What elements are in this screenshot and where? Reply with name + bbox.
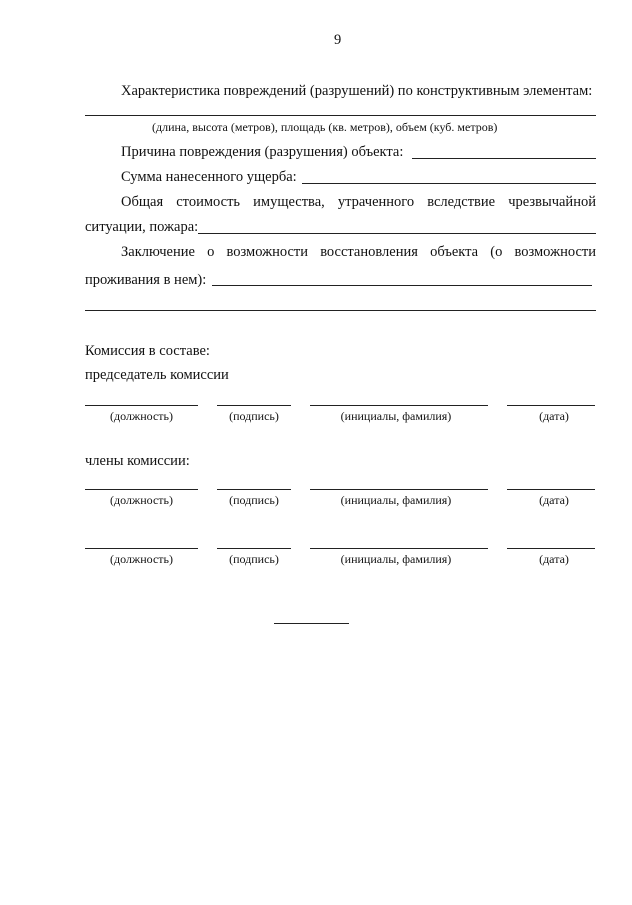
total-cost-word: стоимость	[176, 194, 241, 210]
chairman-date-line[interactable]	[507, 405, 595, 406]
caption-signature: (подпись)	[229, 552, 279, 566]
member1-date-line[interactable]	[507, 489, 595, 490]
conclusion-word: объекта	[430, 244, 479, 260]
conclusion-word: (о	[490, 244, 503, 260]
conclusion-line-2: проживания в нем):	[85, 272, 207, 288]
damage-characteristics-line[interactable]	[85, 115, 596, 116]
total-cost-word: чрезвычайной	[508, 194, 596, 210]
conclusion-word: Заключение	[121, 244, 195, 260]
conclusion-word: возможности	[226, 244, 309, 260]
chairman-position-line[interactable]	[85, 405, 198, 406]
caption-date: (дата)	[539, 493, 569, 507]
member2-date-line[interactable]	[507, 548, 595, 549]
damage-characteristics-label: Характеристика повреждений (разрушений) по конструктивным элементам:	[121, 83, 593, 99]
end-separator	[274, 623, 349, 624]
member2-name-line[interactable]	[310, 548, 488, 549]
member1-name-line[interactable]	[310, 489, 488, 490]
chairman-signature-line[interactable]	[217, 405, 291, 406]
cause-label: Причина повреждения (разрушения) объекта:	[121, 144, 404, 160]
caption-name: (инициалы, фамилия)	[340, 493, 452, 507]
member1-position-line[interactable]	[85, 489, 198, 490]
total-cost-word: имущества,	[253, 194, 325, 210]
chairman-name-line[interactable]	[310, 405, 488, 406]
member2-signature-line[interactable]	[217, 548, 291, 549]
conclusion-extra-line[interactable]	[85, 310, 596, 311]
caption-position: (должность)	[110, 493, 173, 507]
conclusion-word: восстановления	[320, 244, 418, 260]
caption-position: (должность)	[110, 409, 173, 423]
total-cost-word: утраченного	[337, 194, 415, 210]
total-cost-fill-line[interactable]	[198, 233, 596, 234]
damage-sum-label: Сумма нанесенного ущерба:	[121, 169, 297, 185]
conclusion-line-1	[121, 243, 596, 261]
chairman-label: председатель комиссии	[85, 367, 229, 383]
damage-sum-line[interactable]	[302, 183, 596, 184]
total-cost-word: Общая	[121, 194, 164, 210]
caption-position: (должность)	[110, 552, 173, 566]
caption-name: (инициалы, фамилия)	[340, 409, 452, 423]
caption-signature: (подпись)	[229, 493, 279, 507]
page-number: 9	[334, 32, 342, 48]
total-cost-word: вследствие	[427, 194, 496, 210]
conclusion-word: возможности	[514, 244, 596, 260]
conclusion-word: о	[207, 244, 215, 260]
caption-date: (дата)	[539, 552, 569, 566]
dimensions-hint: (длина, высота (метров), площадь (кв. метров), объем (куб. метров)	[152, 120, 498, 134]
total-cost-line-1	[121, 193, 596, 211]
commission-label: Комиссия в составе:	[85, 343, 210, 359]
caption-date: (дата)	[539, 409, 569, 423]
members-label: члены комиссии:	[85, 453, 190, 469]
conclusion-fill-line[interactable]	[212, 285, 592, 286]
total-cost-line-2: ситуации, пожара:	[85, 219, 199, 235]
cause-line[interactable]	[412, 158, 596, 159]
caption-name: (инициалы, фамилия)	[340, 552, 452, 566]
member2-position-line[interactable]	[85, 548, 198, 549]
caption-signature: (подпись)	[229, 409, 279, 423]
member1-signature-line[interactable]	[217, 489, 291, 490]
